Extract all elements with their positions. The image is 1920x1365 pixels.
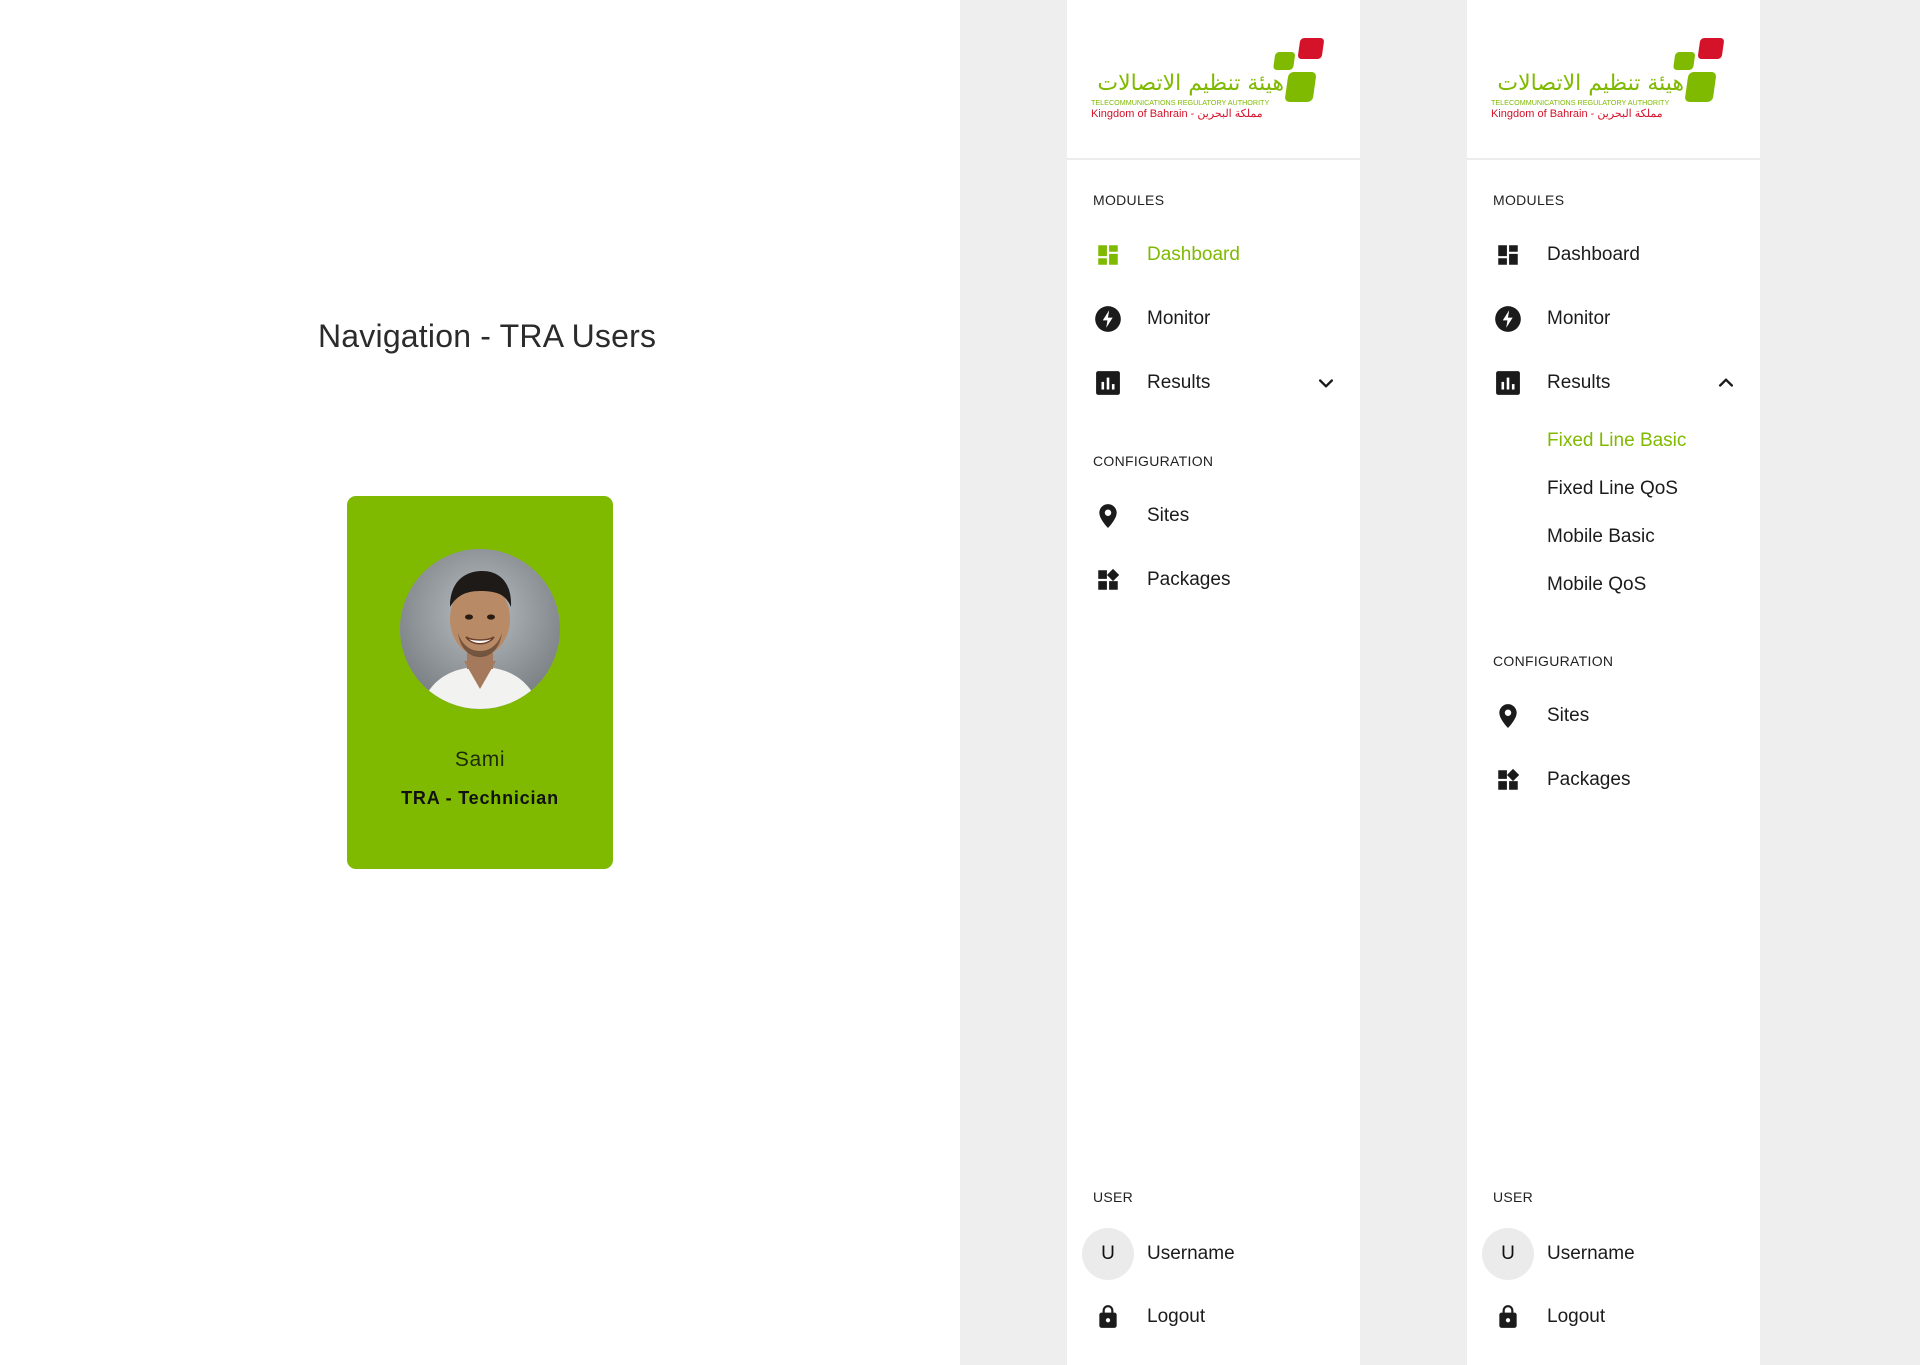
dashboard-icon — [1093, 240, 1123, 270]
avatar-slot — [1093, 1239, 1123, 1269]
logo-country-text: Kingdom of Bahrain - مملكة البحرين — [1491, 108, 1663, 120]
sidebar-item-packages[interactable] — [1493, 758, 1738, 802]
bolt-icon — [1093, 304, 1123, 334]
sidebar-item-label: Packages — [1147, 569, 1231, 590]
widgets-icon — [1093, 565, 1123, 595]
sidebar-expanded — [1467, 0, 1760, 1365]
sidebar-item-results[interactable] — [1093, 361, 1338, 405]
sidebar-preview-area — [960, 0, 1920, 1365]
sidebar-item-label: Sites — [1547, 705, 1590, 726]
profile-card[interactable] — [347, 496, 613, 869]
page-title: Navigation - TRA Users — [318, 318, 657, 354]
logout-label: Logout — [1147, 1306, 1206, 1327]
sidebar-item-dashboard[interactable] — [1493, 233, 1738, 277]
sidebar-item-monitor[interactable] — [1493, 297, 1738, 341]
subitem-fixed-line-basic[interactable]: Fixed Line Basic — [1547, 430, 1687, 451]
bar-chart-icon — [1493, 368, 1523, 398]
subitem-mobile-qos[interactable]: Mobile QoS — [1547, 574, 1647, 595]
person-photo-icon — [400, 549, 560, 709]
section-label-user: USER — [1493, 1189, 1534, 1205]
widgets-icon — [1493, 765, 1523, 795]
sidebar-item-monitor[interactable] — [1093, 297, 1338, 341]
sidebar-item-label: Results — [1147, 372, 1211, 393]
logo-arabic-text: هيئة تنظيم الاتصالات — [1497, 71, 1684, 96]
logout-button[interactable] — [1093, 1295, 1338, 1339]
section-label-configuration: CONFIGURATION — [1493, 653, 1614, 669]
username-label: Username — [1547, 1243, 1635, 1264]
sidebar-item-username[interactable] — [1493, 1232, 1738, 1276]
sidebar-item-sites[interactable] — [1093, 494, 1338, 538]
location-pin-icon — [1493, 701, 1523, 731]
sidebar-item-sites[interactable] — [1493, 694, 1738, 738]
sidebar-item-label: Packages — [1547, 769, 1631, 790]
sidebar-item-username[interactable] — [1093, 1232, 1338, 1276]
subitem-mobile-basic[interactable]: Mobile Basic — [1547, 526, 1655, 547]
sidebar-item-dashboard[interactable] — [1093, 233, 1338, 277]
chevron-down-icon[interactable] — [1316, 373, 1336, 398]
logout-label: Logout — [1547, 1306, 1606, 1327]
sidebar-item-label: Dashboard — [1147, 244, 1240, 265]
sidebar-item-label: Results — [1547, 372, 1611, 393]
dashboard-icon — [1493, 240, 1523, 270]
sidebar-item-packages[interactable] — [1093, 558, 1338, 602]
lock-icon — [1493, 1302, 1523, 1332]
tra-logo[interactable] — [1489, 34, 1739, 129]
bolt-icon — [1493, 304, 1523, 334]
sidebar-item-label: Monitor — [1547, 308, 1611, 329]
profile-name: Sami — [454, 748, 506, 771]
logo-english-text: TELECOMMUNICATIONS REGULATORY AUTHORITY — [1091, 98, 1270, 107]
lock-icon — [1093, 1302, 1123, 1332]
logout-button[interactable] — [1493, 1295, 1738, 1339]
sidebar-item-label: Dashboard — [1547, 244, 1640, 265]
section-label-modules: MODULES — [1493, 192, 1565, 208]
avatar-slot — [1493, 1239, 1523, 1269]
username-label: Username — [1147, 1243, 1235, 1264]
profile-role: TRA - Technician — [401, 788, 559, 808]
logo-header — [1067, 0, 1360, 160]
bar-chart-icon — [1093, 368, 1123, 398]
section-label-modules: MODULES — [1093, 192, 1165, 208]
sidebar-item-label: Sites — [1147, 505, 1190, 526]
section-label-configuration: CONFIGURATION — [1093, 453, 1214, 469]
logo-arabic-text: هيئة تنظيم الاتصالات — [1097, 71, 1284, 96]
tra-logo[interactable] — [1089, 34, 1339, 129]
logo-english-text: TELECOMMUNICATIONS REGULATORY AUTHORITY — [1491, 98, 1670, 107]
sidebar-item-results[interactable] — [1493, 361, 1738, 405]
logo-header — [1467, 0, 1760, 160]
avatar: U — [1082, 1228, 1134, 1280]
sidebar-collapsed — [1067, 0, 1360, 1365]
sidebar-item-label: Monitor — [1147, 308, 1211, 329]
chevron-up-icon[interactable] — [1716, 373, 1736, 398]
avatar: U — [1482, 1228, 1534, 1280]
location-pin-icon — [1093, 501, 1123, 531]
logo-country-text: Kingdom of Bahrain - مملكة البحرين — [1091, 108, 1263, 120]
section-label-user: USER — [1093, 1189, 1134, 1205]
subitem-fixed-line-qos[interactable]: Fixed Line QoS — [1547, 478, 1678, 499]
avatar-photo — [400, 549, 560, 709]
